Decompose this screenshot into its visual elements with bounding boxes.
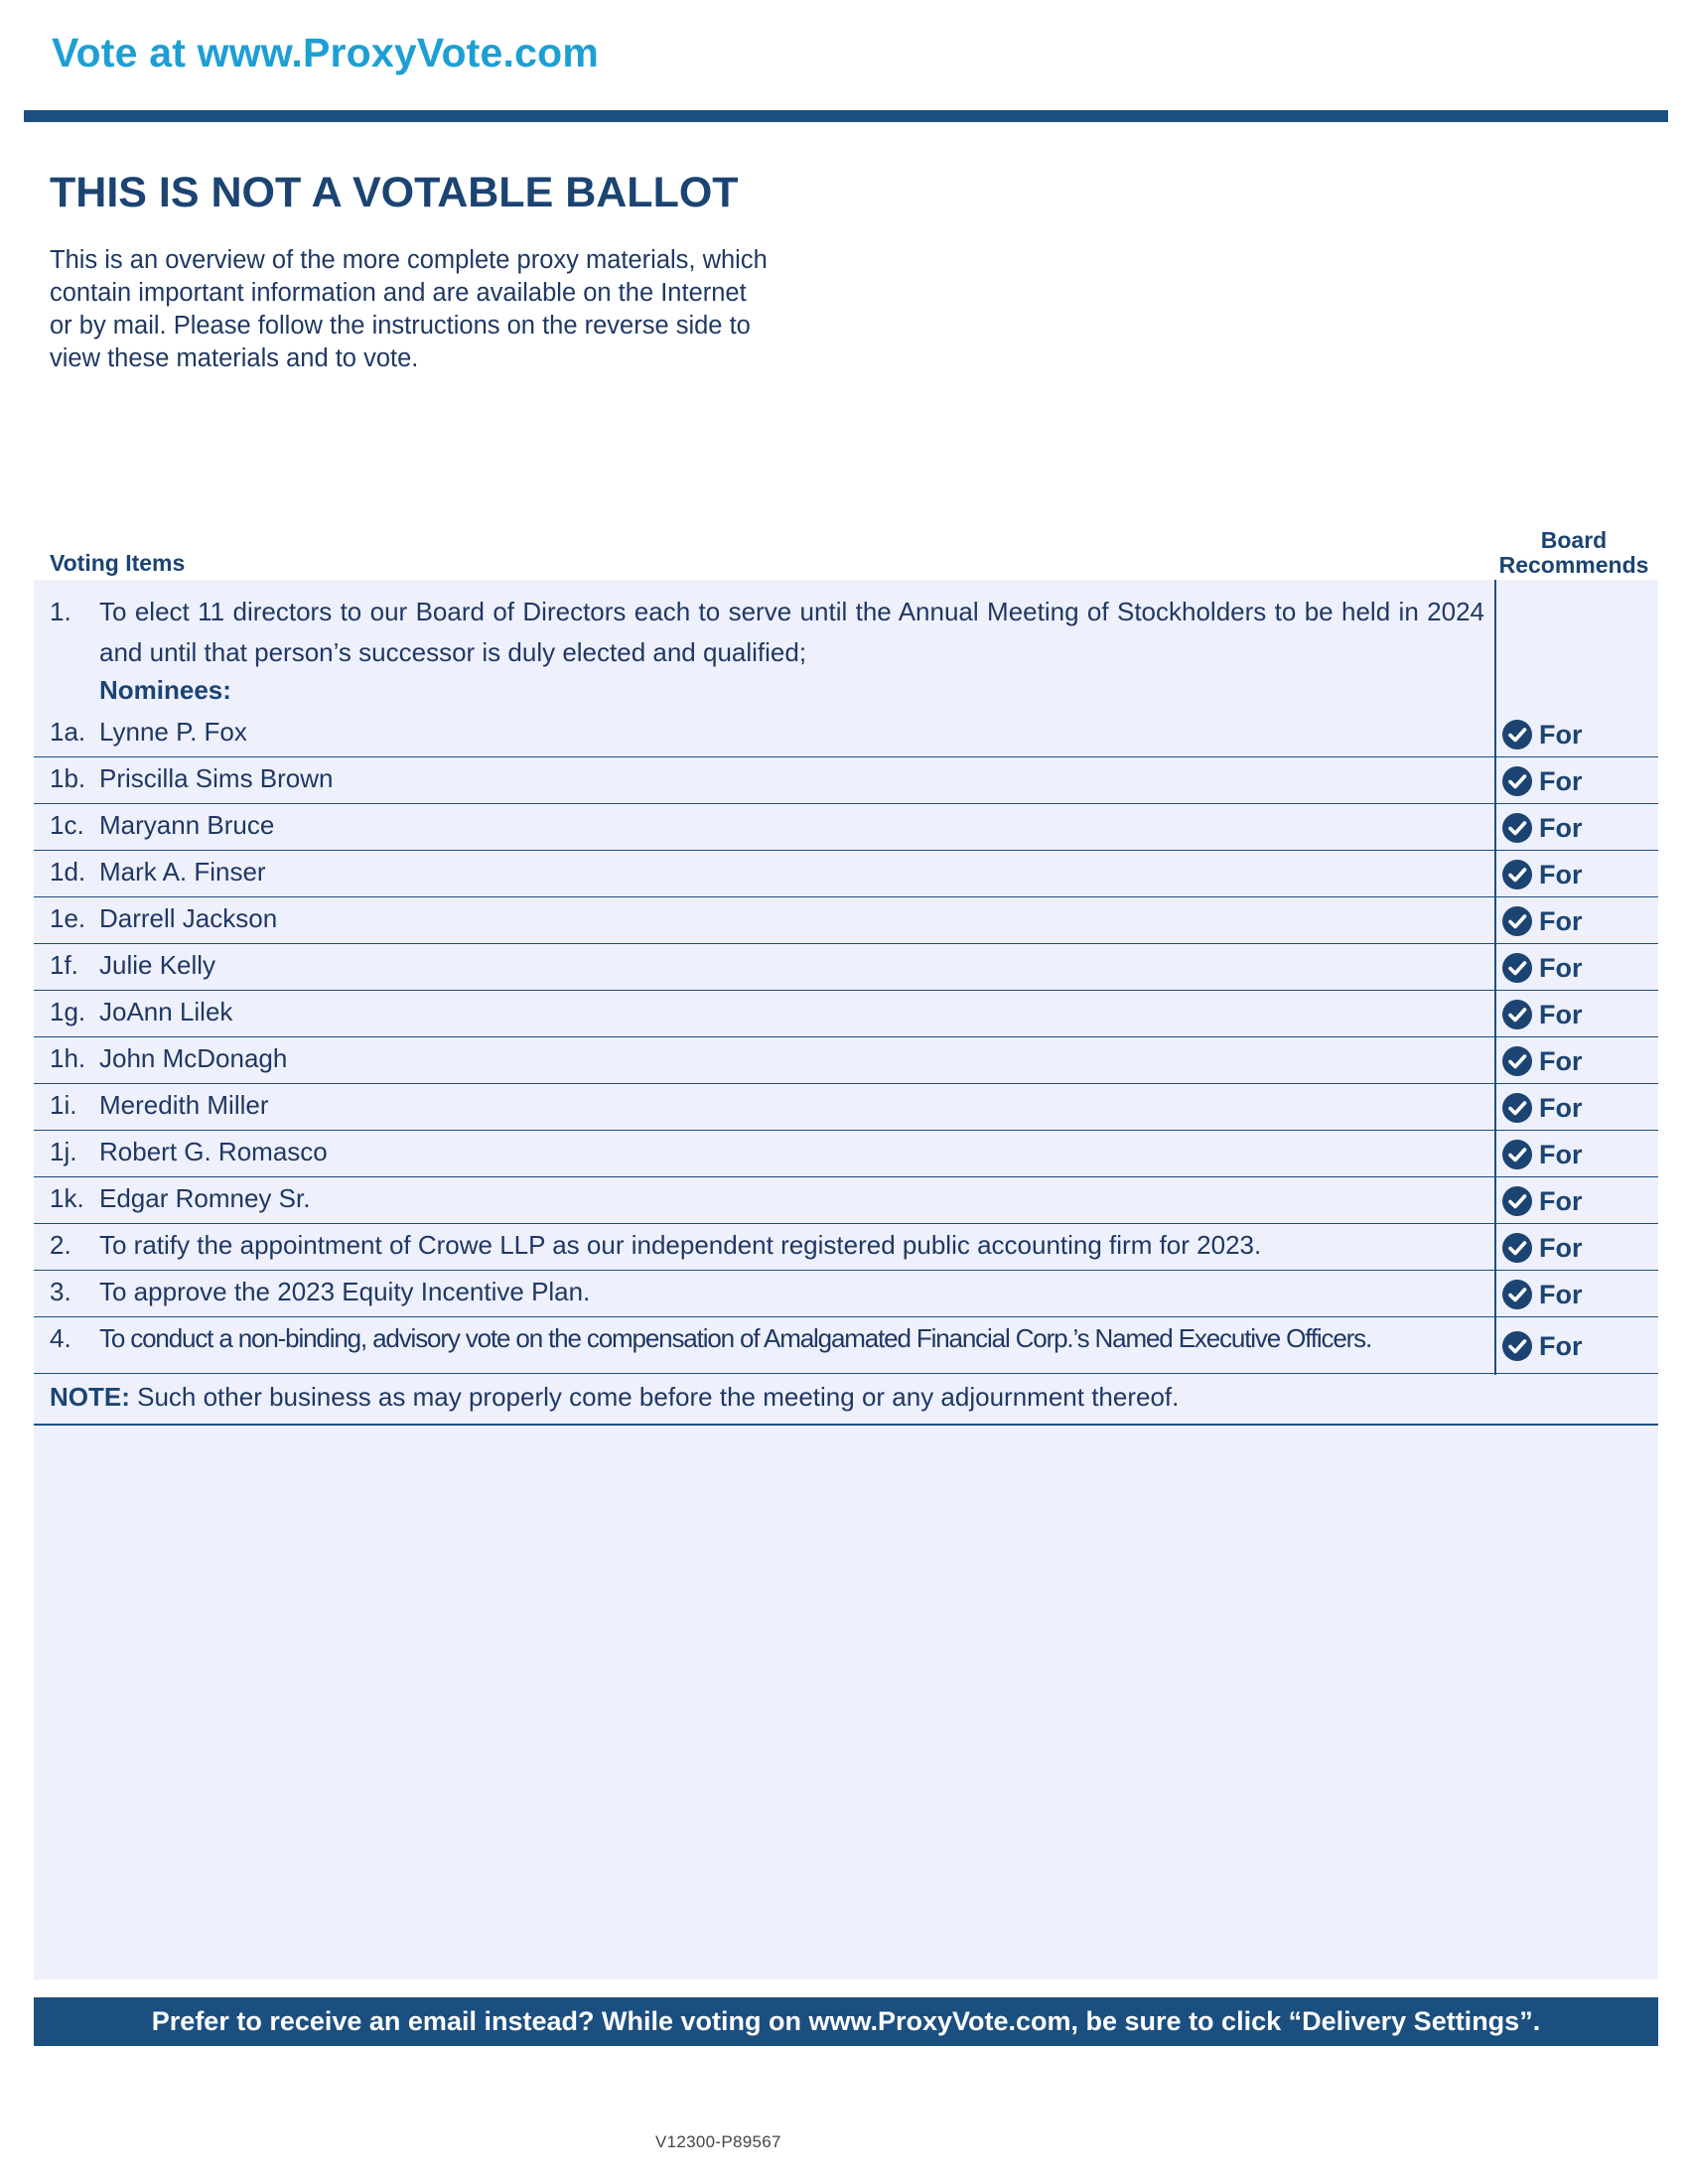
item-number: 1g. (50, 997, 86, 1026)
voting-item-row (34, 757, 1658, 804)
check-circle-icon (1501, 1232, 1533, 1264)
delivery-settings-banner: Prefer to receive an email instead? While voting on www.ProxyVote.com, be sure to click “Delivery Settings”. (34, 1997, 1658, 2046)
check-circle-icon (1501, 765, 1533, 797)
item-number: 1h. (50, 1043, 86, 1073)
voting-item-row (34, 1084, 1658, 1131)
board-recommendation (1501, 1330, 1583, 1362)
check-circle-icon (1501, 1330, 1533, 1362)
board-recommendation (1501, 952, 1583, 984)
item-text: Mark A. Finser (99, 857, 266, 887)
check-circle-icon (1501, 999, 1533, 1030)
board-recommendation (1501, 1232, 1583, 1264)
intro-line: or by mail. Please follow the instructions on the reverse side to (50, 312, 751, 340)
check-circle-icon (1501, 1092, 1533, 1124)
board-recommendation (1501, 1279, 1583, 1310)
recommendation-label: For (1539, 1139, 1583, 1169)
recommendation-label: For (1539, 952, 1583, 983)
board-recommendation (1501, 1185, 1583, 1217)
board-recommendation (1501, 1045, 1583, 1077)
voting-item-row (34, 851, 1658, 897)
item-text: JoAnn Lilek (99, 997, 233, 1026)
recommendation-label: For (1539, 1092, 1583, 1123)
recommendation-label: For (1539, 719, 1583, 750)
item-text: To ratify the appointment of Crowe LLP as our independent registered public accounting firm for 2023. (99, 1230, 1262, 1260)
board-recommendation (1501, 905, 1583, 937)
voting-item-row (34, 1177, 1658, 1224)
item-text: Robert G. Romasco (99, 1137, 328, 1166)
recommendation-label: For (1539, 765, 1583, 796)
check-circle-icon (1501, 1139, 1533, 1170)
header-title[interactable]: Vote at www.ProxyVote.com (52, 30, 600, 75)
item-number: 1f. (50, 950, 78, 980)
item-text: Meredith Miller (99, 1090, 269, 1120)
voting-item-row (34, 1317, 1658, 1374)
item-text: Lynne P. Fox (99, 717, 247, 747)
intro-paragraph (50, 244, 834, 375)
recommendation-label: For (1539, 1045, 1583, 1076)
recommendation-label: For (1539, 1330, 1583, 1361)
proposal-number: 1. (50, 597, 71, 626)
voting-item-row (34, 804, 1658, 851)
item-number: 1b. (50, 763, 86, 793)
board-recommends-line1: Board (1540, 527, 1608, 553)
note-label: NOTE: (50, 1382, 130, 1412)
voting-items-heading: Voting Items (50, 550, 186, 576)
header-rule (24, 110, 1668, 122)
note-text: Such other business as may properly come before the meeting or any adjournment thereof. (129, 1382, 1180, 1412)
recommendation-label: For (1539, 1232, 1583, 1263)
item-number: 1j. (50, 1137, 77, 1166)
check-circle-icon (1501, 1185, 1533, 1217)
board-recommendation (1501, 719, 1583, 751)
recommendation-label: For (1539, 1185, 1583, 1216)
item-text: Darrell Jackson (99, 903, 278, 933)
item-number: 1a. (50, 717, 86, 747)
recommendation-label: For (1539, 905, 1583, 936)
board-recommendation (1501, 1139, 1583, 1170)
intro-line: contain important information and are available on the Internet (50, 279, 747, 307)
voting-item-row (34, 1271, 1658, 1317)
item-text: John McDonagh (99, 1043, 288, 1073)
recommendation-label: For (1539, 1279, 1583, 1309)
voting-item-row (34, 944, 1658, 991)
item-number: 1e. (50, 903, 86, 933)
proposal-text: To elect 11 directors to our Board of Directors each to serve until the Annual Meeting of Stockholders to be held in 2024 and until that person’s successor is duly elected and qualified; (99, 597, 1484, 667)
item-number: 1d. (50, 857, 86, 887)
voting-item-row (34, 1131, 1658, 1177)
item-number: 1i. (50, 1090, 77, 1120)
check-circle-icon (1501, 1279, 1533, 1310)
item-text: Maryann Bruce (99, 810, 275, 840)
board-recommendation (1501, 1092, 1583, 1124)
item-text: To conduct a non-binding, advisory vote on the compensation of Amalgamated Financial Corp.’s Named Executive Officers. (99, 1323, 1372, 1353)
recommendation-label: For (1539, 999, 1583, 1029)
check-circle-icon (1501, 812, 1533, 844)
item-number: 3. (50, 1277, 71, 1306)
item-text: Priscilla Sims Brown (99, 763, 334, 793)
voting-item-row (34, 711, 1658, 757)
footer-code: V12300-P89567 (655, 2132, 781, 2151)
check-circle-icon (1501, 859, 1533, 890)
recommendation-label: For (1539, 812, 1583, 843)
board-recommendation (1501, 765, 1583, 797)
item-text: Edgar Romney Sr. (99, 1183, 311, 1213)
board-recommendation (1501, 999, 1583, 1030)
check-circle-icon (1501, 1045, 1533, 1077)
note-rule (34, 1424, 1658, 1426)
intro-line: This is an overview of the more complete proxy materials, which (50, 246, 768, 274)
check-circle-icon (1501, 719, 1533, 751)
nominees-label: Nominees: (99, 675, 231, 705)
check-circle-icon (1501, 905, 1533, 937)
board-recommends-line2: Recommends (1498, 552, 1649, 578)
column-divider (1494, 580, 1496, 1375)
board-recommendation (1501, 859, 1583, 890)
voting-item-row (34, 897, 1658, 944)
item-number: 2. (50, 1230, 71, 1260)
item-text: To approve the 2023 Equity Incentive Plan. (99, 1277, 591, 1306)
board-recommendation (1501, 812, 1583, 844)
item-text: Julie Kelly (99, 950, 216, 980)
check-circle-icon (1501, 952, 1533, 984)
recommendation-label: For (1539, 859, 1583, 889)
note (50, 1382, 1179, 1413)
item-number: 1k. (50, 1183, 84, 1213)
item-number: 1c. (50, 810, 84, 840)
voting-item-row (34, 1037, 1658, 1084)
voting-item-row (34, 1224, 1658, 1271)
board-recommends-heading (1489, 528, 1658, 578)
item-number: 4. (50, 1323, 71, 1353)
voting-item-row (34, 991, 1658, 1037)
page-title: THIS IS NOT A VOTABLE BALLOT (50, 169, 739, 216)
intro-line: view these materials and to vote. (50, 344, 419, 372)
